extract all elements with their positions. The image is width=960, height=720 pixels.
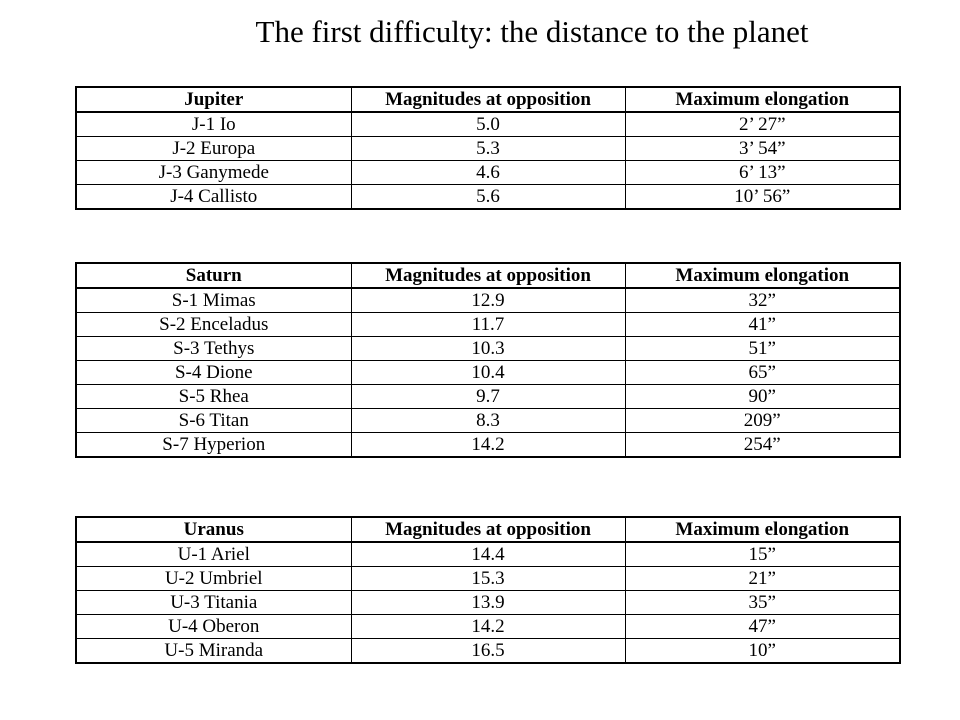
moon-name: S-7 Hyperion [76, 433, 351, 458]
magnitude-header: Magnitudes at opposition [351, 517, 625, 542]
table-row [76, 567, 900, 591]
moon-elongation: 41” [625, 313, 900, 337]
moon-magnitude: 5.0 [351, 112, 625, 137]
magnitude-header: Magnitudes at opposition [351, 263, 625, 288]
table-row [76, 112, 900, 137]
moon-elongation: 32” [625, 288, 900, 313]
moon-name: S-6 Titan [76, 409, 351, 433]
moon-name: U-5 Miranda [76, 639, 351, 664]
table-header-row [76, 263, 900, 288]
table-row [76, 385, 900, 409]
moon-elongation: 51” [625, 337, 900, 361]
moon-elongation: 10’ 56” [625, 185, 900, 210]
moon-magnitude: 5.3 [351, 137, 625, 161]
moon-magnitude: 16.5 [351, 639, 625, 664]
moon-elongation: 2’ 27” [625, 112, 900, 137]
table-header-row [76, 87, 900, 112]
moon-name: U-4 Oberon [76, 615, 351, 639]
moon-magnitude: 8.3 [351, 409, 625, 433]
moon-magnitude: 15.3 [351, 567, 625, 591]
moon-magnitude: 5.6 [351, 185, 625, 210]
saturn-moons-table [75, 262, 901, 458]
moon-magnitude: 10.3 [351, 337, 625, 361]
moon-name: J-4 Callisto [76, 185, 351, 210]
moon-elongation: 254” [625, 433, 900, 458]
moon-name: J-3 Ganymede [76, 161, 351, 185]
moon-elongation: 90” [625, 385, 900, 409]
moon-magnitude: 12.9 [351, 288, 625, 313]
moon-magnitude: 13.9 [351, 591, 625, 615]
moon-magnitude: 14.2 [351, 615, 625, 639]
elongation-header: Maximum elongation [625, 263, 900, 288]
moon-elongation: 209” [625, 409, 900, 433]
moon-name: U-2 Umbriel [76, 567, 351, 591]
moon-elongation: 10” [625, 639, 900, 664]
moon-magnitude: 9.7 [351, 385, 625, 409]
moon-magnitude: 14.2 [351, 433, 625, 458]
moon-elongation: 21” [625, 567, 900, 591]
moon-name: S-4 Dione [76, 361, 351, 385]
moon-elongation: 65” [625, 361, 900, 385]
elongation-header: Maximum elongation [625, 87, 900, 112]
moon-elongation: 35” [625, 591, 900, 615]
moon-name: S-5 Rhea [76, 385, 351, 409]
slide-title: The first difficulty: the distance to the planet [255, 14, 809, 49]
moon-name: J-2 Europa [76, 137, 351, 161]
moon-name: S-2 Enceladus [76, 313, 351, 337]
moon-name: S-3 Tethys [76, 337, 351, 361]
moon-elongation: 3’ 54” [625, 137, 900, 161]
moon-name: U-1 Ariel [76, 542, 351, 567]
moon-elongation: 6’ 13” [625, 161, 900, 185]
moon-elongation: 47” [625, 615, 900, 639]
table-row [76, 409, 900, 433]
table-row [76, 137, 900, 161]
table-row [76, 185, 900, 210]
planet-header: Saturn [76, 263, 351, 288]
table-header-row [76, 517, 900, 542]
table-row [76, 337, 900, 361]
table-row [76, 639, 900, 664]
table-row [76, 615, 900, 639]
table-row [76, 433, 900, 458]
table-row [76, 361, 900, 385]
moon-magnitude: 10.4 [351, 361, 625, 385]
moon-magnitude: 4.6 [351, 161, 625, 185]
moon-name: S-1 Mimas [76, 288, 351, 313]
planet-header: Uranus [76, 517, 351, 542]
table-row [76, 313, 900, 337]
uranus-moons-table [75, 516, 901, 664]
moon-name: J-1 Io [76, 112, 351, 137]
moon-magnitude: 14.4 [351, 542, 625, 567]
table-row [76, 542, 900, 567]
table-row [76, 288, 900, 313]
moon-elongation: 15” [625, 542, 900, 567]
jupiter-moons-table [75, 86, 901, 210]
elongation-header: Maximum elongation [625, 517, 900, 542]
moon-magnitude: 11.7 [351, 313, 625, 337]
planet-header: Jupiter [76, 87, 351, 112]
table-row [76, 591, 900, 615]
table-row [76, 161, 900, 185]
magnitude-header: Magnitudes at opposition [351, 87, 625, 112]
moon-name: U-3 Titania [76, 591, 351, 615]
